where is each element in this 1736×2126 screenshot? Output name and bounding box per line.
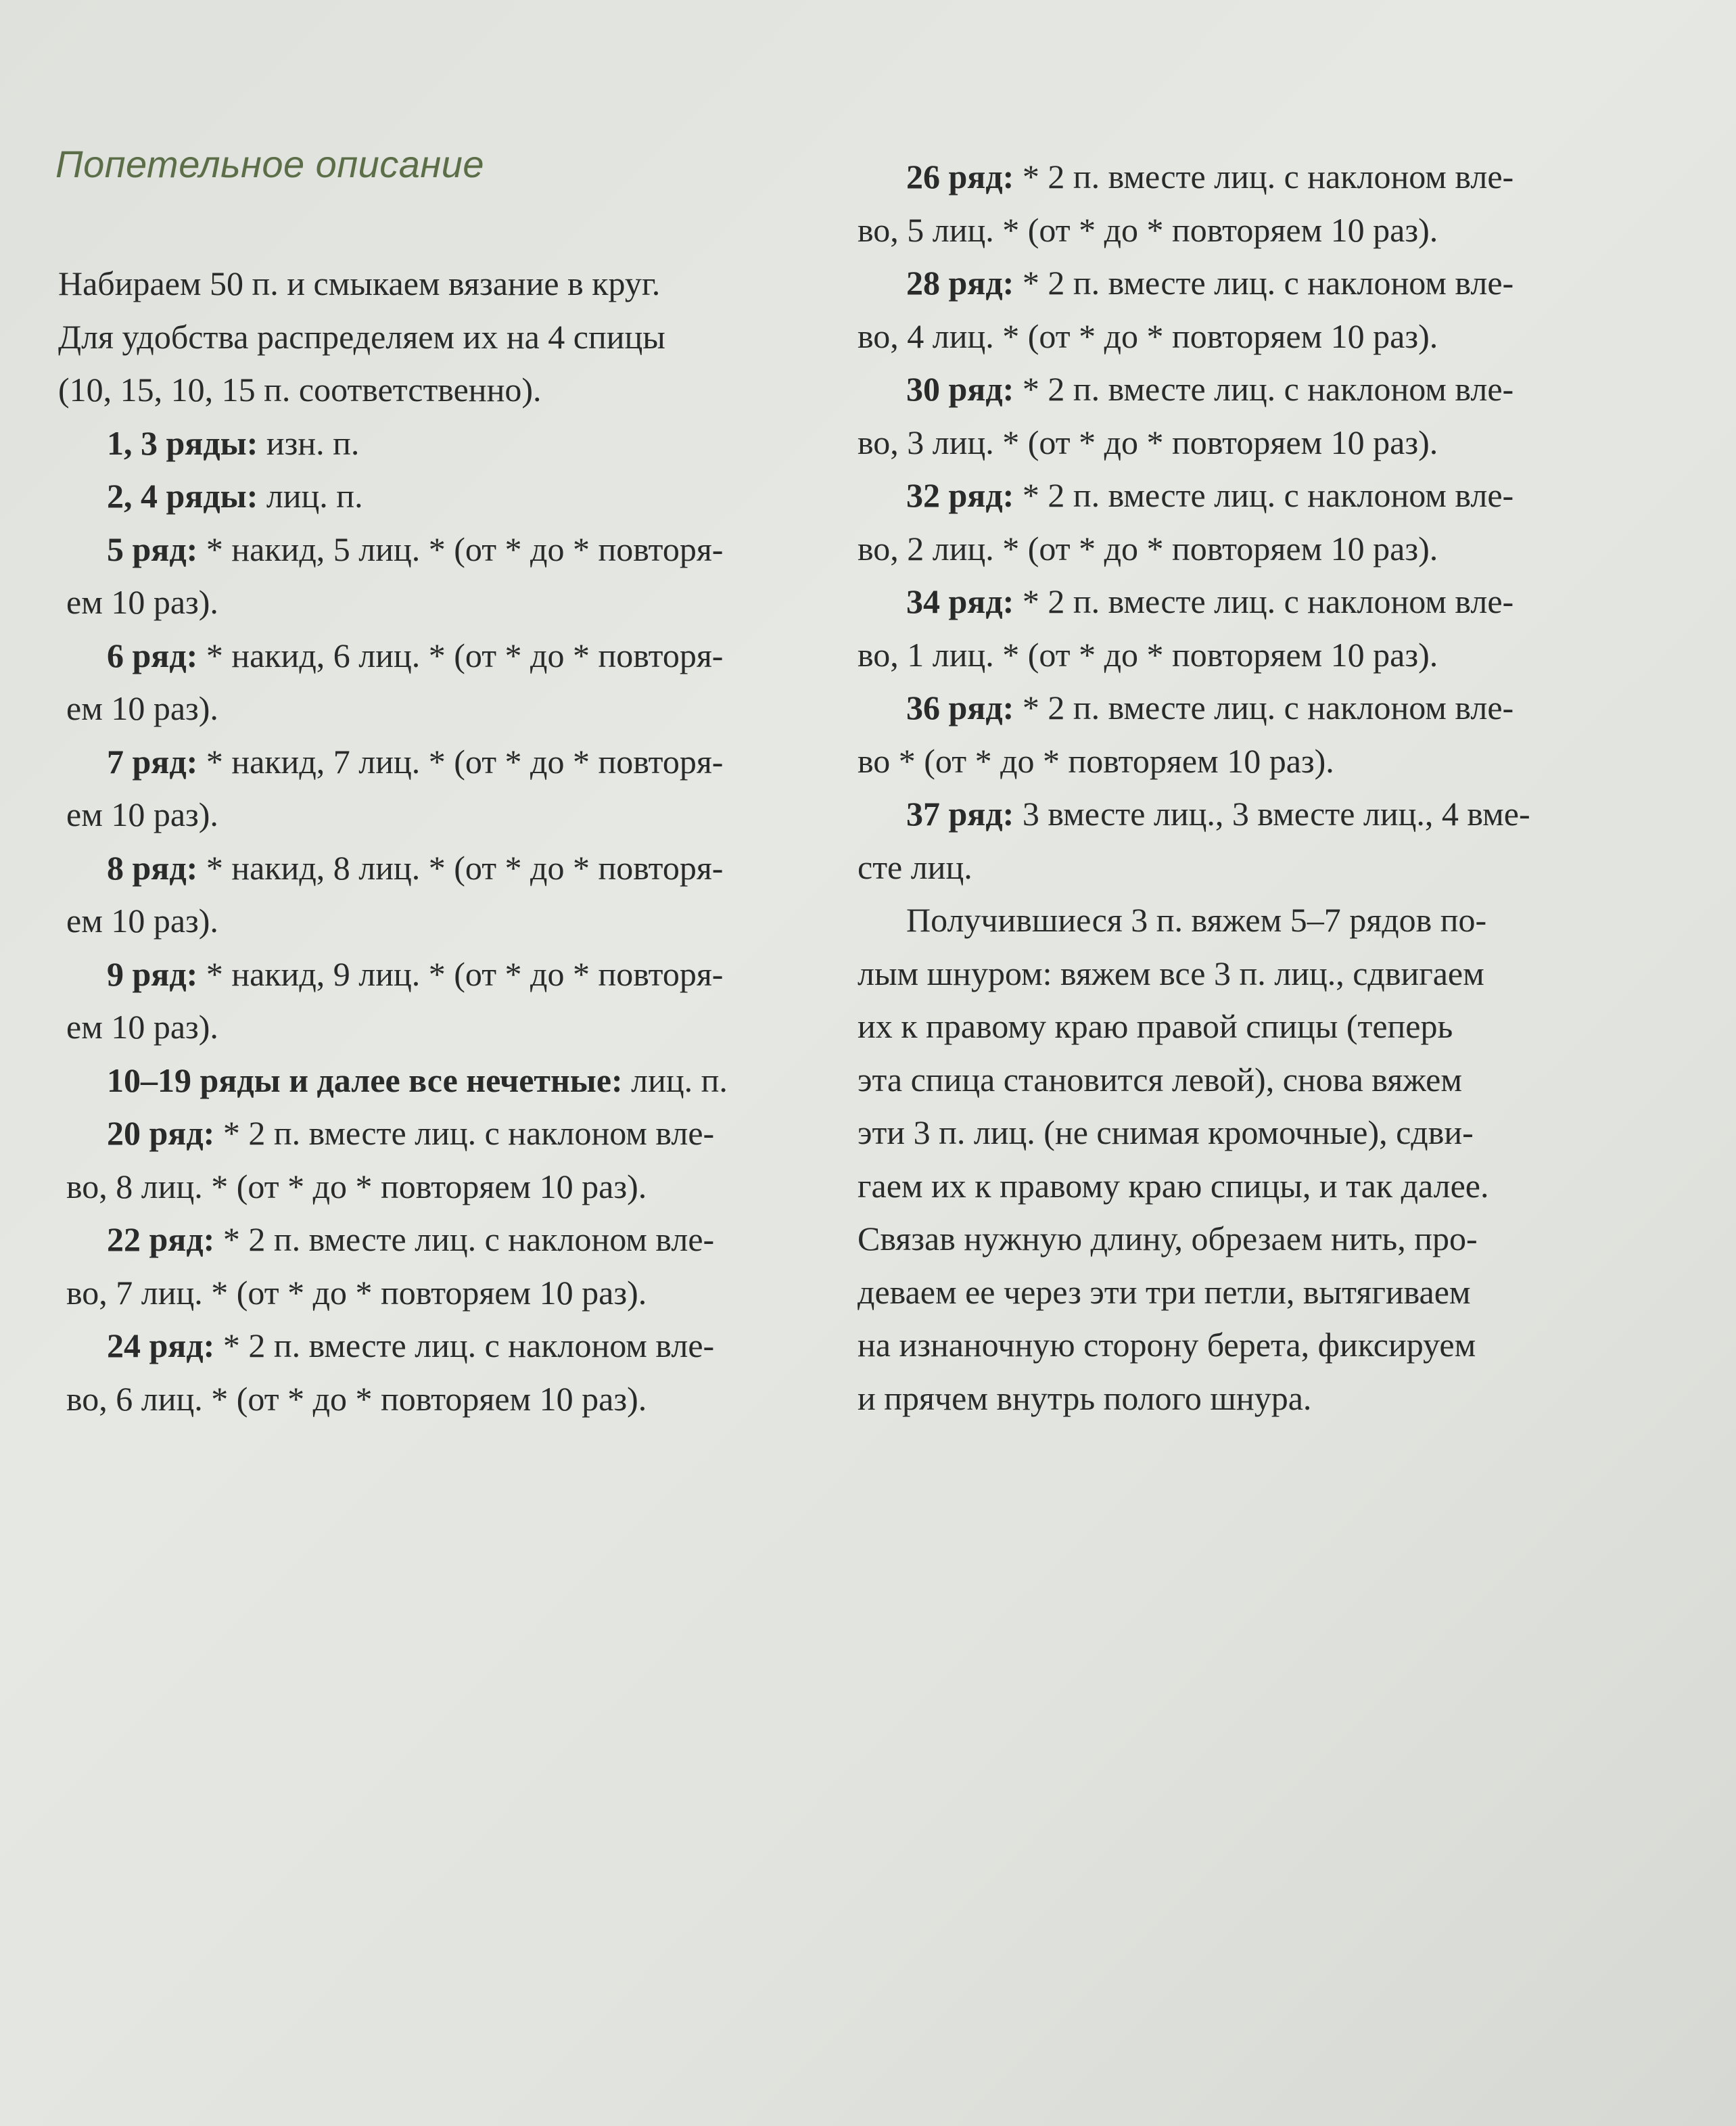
line-text: во, 4 лиц. * (от * до * повторяем 10 раз). <box>858 317 1438 355</box>
line-text: во, 3 лиц. * (от * до * повторяем 10 раз). <box>858 423 1438 461</box>
row-label: 20 ряд: <box>107 1114 215 1152</box>
text-line <box>58 735 816 789</box>
line-text: Получившиеся 3 п. вяжем 5–7 рядов по- <box>906 901 1487 939</box>
text-line <box>58 363 816 417</box>
text-line <box>858 1106 1595 1159</box>
line-text: * накид, 7 лиц. * (от * до * повторя- <box>197 742 724 781</box>
text-line <box>858 947 1595 1000</box>
text-line <box>58 1000 816 1054</box>
row-label: 10–19 ряды и далее все нечетные: <box>107 1061 623 1099</box>
text-line <box>58 841 816 895</box>
text-line <box>858 1053 1595 1107</box>
text-line <box>858 1372 1595 1425</box>
line-text: * 2 п. вместе лиц. с наклоном вле- <box>1014 158 1514 195</box>
line-text: * 2 п. вместе лиц. с наклоном вле- <box>214 1220 715 1258</box>
line-text: во, 1 лиц. * (от * до * повторяем 10 раз). <box>858 635 1438 674</box>
line-text: * накид, 9 лиц. * (от * до * повторя- <box>197 954 724 993</box>
line-text: деваем ее через эти три петли, вытягиваем <box>858 1272 1471 1311</box>
row-label: 30 ряд: <box>906 370 1014 408</box>
text-line <box>858 841 1595 894</box>
text-line <box>858 150 1595 204</box>
row-label: 7 ряд: <box>107 742 198 781</box>
section-heading: Попетельное описание <box>55 143 485 185</box>
row-label: 9 ряд: <box>107 954 198 993</box>
text-line <box>858 1266 1595 1319</box>
line-text: и прячем внутрь полого шнура. <box>858 1379 1312 1417</box>
line-text: их к правому краю правой спицы (теперь <box>858 1007 1453 1045</box>
text-line <box>58 1054 816 1107</box>
text-line <box>858 416 1595 469</box>
text-line <box>58 310 816 364</box>
text-line <box>58 1319 816 1372</box>
line-text: во * (от * до * повторяем 10 раз). <box>858 741 1334 780</box>
text-line <box>58 788 816 841</box>
line-text: (10, 15, 10, 15 п. соответственно). <box>58 371 542 409</box>
line-text: * 2 п. вместе лиц. с наклоном вле- <box>214 1114 715 1152</box>
text-line <box>858 1159 1595 1213</box>
line-text: во, 8 лиц. * (от * до * повторяем 10 раз). <box>66 1167 647 1205</box>
row-label: 34 ряд: <box>906 582 1014 620</box>
line-text: во, 7 лиц. * (от * до * повторяем 10 раз). <box>66 1273 647 1312</box>
line-text: * 2 п. вместе лиц. с наклоном вле- <box>1014 582 1514 620</box>
line-text: эти 3 п. лиц. (не снимая кромочные), сдви- <box>858 1113 1474 1151</box>
row-label: 36 ряд: <box>906 689 1014 726</box>
text-line <box>58 1107 816 1160</box>
line-text: Связав нужную длину, обрезаем нить, про- <box>858 1220 1478 1257</box>
line-text: ем 10 раз). <box>66 795 218 833</box>
text-line <box>858 1212 1595 1266</box>
line-text: * 2 п. вместе лиц. с наклоном вле- <box>1014 264 1514 302</box>
line-text: ем 10 раз). <box>66 1008 218 1046</box>
row-label: 6 ряд: <box>107 636 198 674</box>
line-text: во, 5 лиц. * (от * до * повторяем 10 раз). <box>858 210 1438 249</box>
text-line <box>858 628 1595 682</box>
text-line <box>58 1266 816 1320</box>
text-line <box>858 310 1595 363</box>
row-label: 2, 4 ряды: <box>107 477 258 515</box>
text-line <box>858 1000 1595 1053</box>
text-line <box>858 575 1595 628</box>
row-label: 5 ряд: <box>107 530 198 568</box>
line-text: лиц. п. <box>622 1061 728 1099</box>
text-line <box>58 417 816 470</box>
row-label: 22 ряд: <box>107 1220 215 1258</box>
line-text: Набираем 50 п. и смыкаем вязание в круг. <box>58 264 661 302</box>
line-text: ем 10 раз). <box>66 583 218 621</box>
line-text: гаем их к правому краю спицы, и так далее. <box>858 1166 1489 1205</box>
text-line <box>58 576 816 629</box>
text-line <box>58 894 816 948</box>
text-line <box>858 735 1595 788</box>
line-text: сте лиц. <box>858 848 972 886</box>
row-label: 1, 3 ряды: <box>107 423 258 462</box>
line-text: ем 10 раз). <box>66 689 218 727</box>
text-line <box>858 894 1595 947</box>
row-label: 24 ряд: <box>107 1326 215 1364</box>
text-line <box>58 629 816 683</box>
text-line <box>858 469 1595 522</box>
line-text: эта спица становится левой), снова вяжем <box>858 1060 1462 1099</box>
line-text: 3 вместе лиц., 3 вместе лиц., 4 вме- <box>1014 795 1530 833</box>
right-column <box>858 150 1595 1425</box>
line-text: во, 2 лиц. * (от * до * повторяем 10 раз). <box>858 529 1438 568</box>
text-line <box>58 1213 816 1266</box>
left-column <box>58 257 816 1425</box>
text-line <box>58 257 816 310</box>
row-label: 26 ряд: <box>906 158 1014 195</box>
line-text: изн. п. <box>258 423 360 462</box>
line-text: * 2 п. вместе лиц. с наклоном вле- <box>1014 370 1514 408</box>
text-line <box>858 204 1595 257</box>
text-line <box>858 1318 1595 1372</box>
text-line <box>858 522 1595 576</box>
line-text: ем 10 раз). <box>66 902 218 940</box>
text-line <box>58 948 816 1001</box>
row-label: 32 ряд: <box>906 476 1014 514</box>
text-line <box>858 256 1595 310</box>
text-line <box>58 469 816 523</box>
text-line <box>58 523 816 576</box>
line-text: на изнаночную сторону берета, фиксируем <box>858 1326 1476 1364</box>
line-text: * 2 п. вместе лиц. с наклоном вле- <box>1014 476 1514 514</box>
text-line <box>858 363 1595 416</box>
line-text: * накид, 8 лиц. * (от * до * повторя- <box>197 848 724 887</box>
line-text: лиц. п. <box>258 477 363 515</box>
text-line <box>858 681 1595 735</box>
text-line <box>58 682 816 735</box>
line-text: * накид, 5 лиц. * (от * до * повторя- <box>197 530 724 568</box>
line-text: во, 6 лиц. * (от * до * повторяем 10 раз). <box>66 1379 647 1418</box>
row-label: 28 ряд: <box>906 264 1014 302</box>
text-line <box>58 1372 816 1426</box>
line-text: лым шнуром: вяжем все 3 п. лиц., сдвигаем <box>858 954 1484 992</box>
text-line <box>58 1160 816 1214</box>
line-text: * 2 п. вместе лиц. с наклоном вле- <box>214 1326 715 1364</box>
line-text: Для удобства распределяем их на 4 спицы <box>58 317 665 356</box>
text-line <box>858 787 1595 841</box>
row-label: 8 ряд: <box>107 848 198 887</box>
row-label: 37 ряд: <box>906 795 1014 833</box>
line-text: * накид, 6 лиц. * (от * до * повторя- <box>197 636 724 674</box>
line-text: * 2 п. вместе лиц. с наклоном вле- <box>1014 689 1514 726</box>
